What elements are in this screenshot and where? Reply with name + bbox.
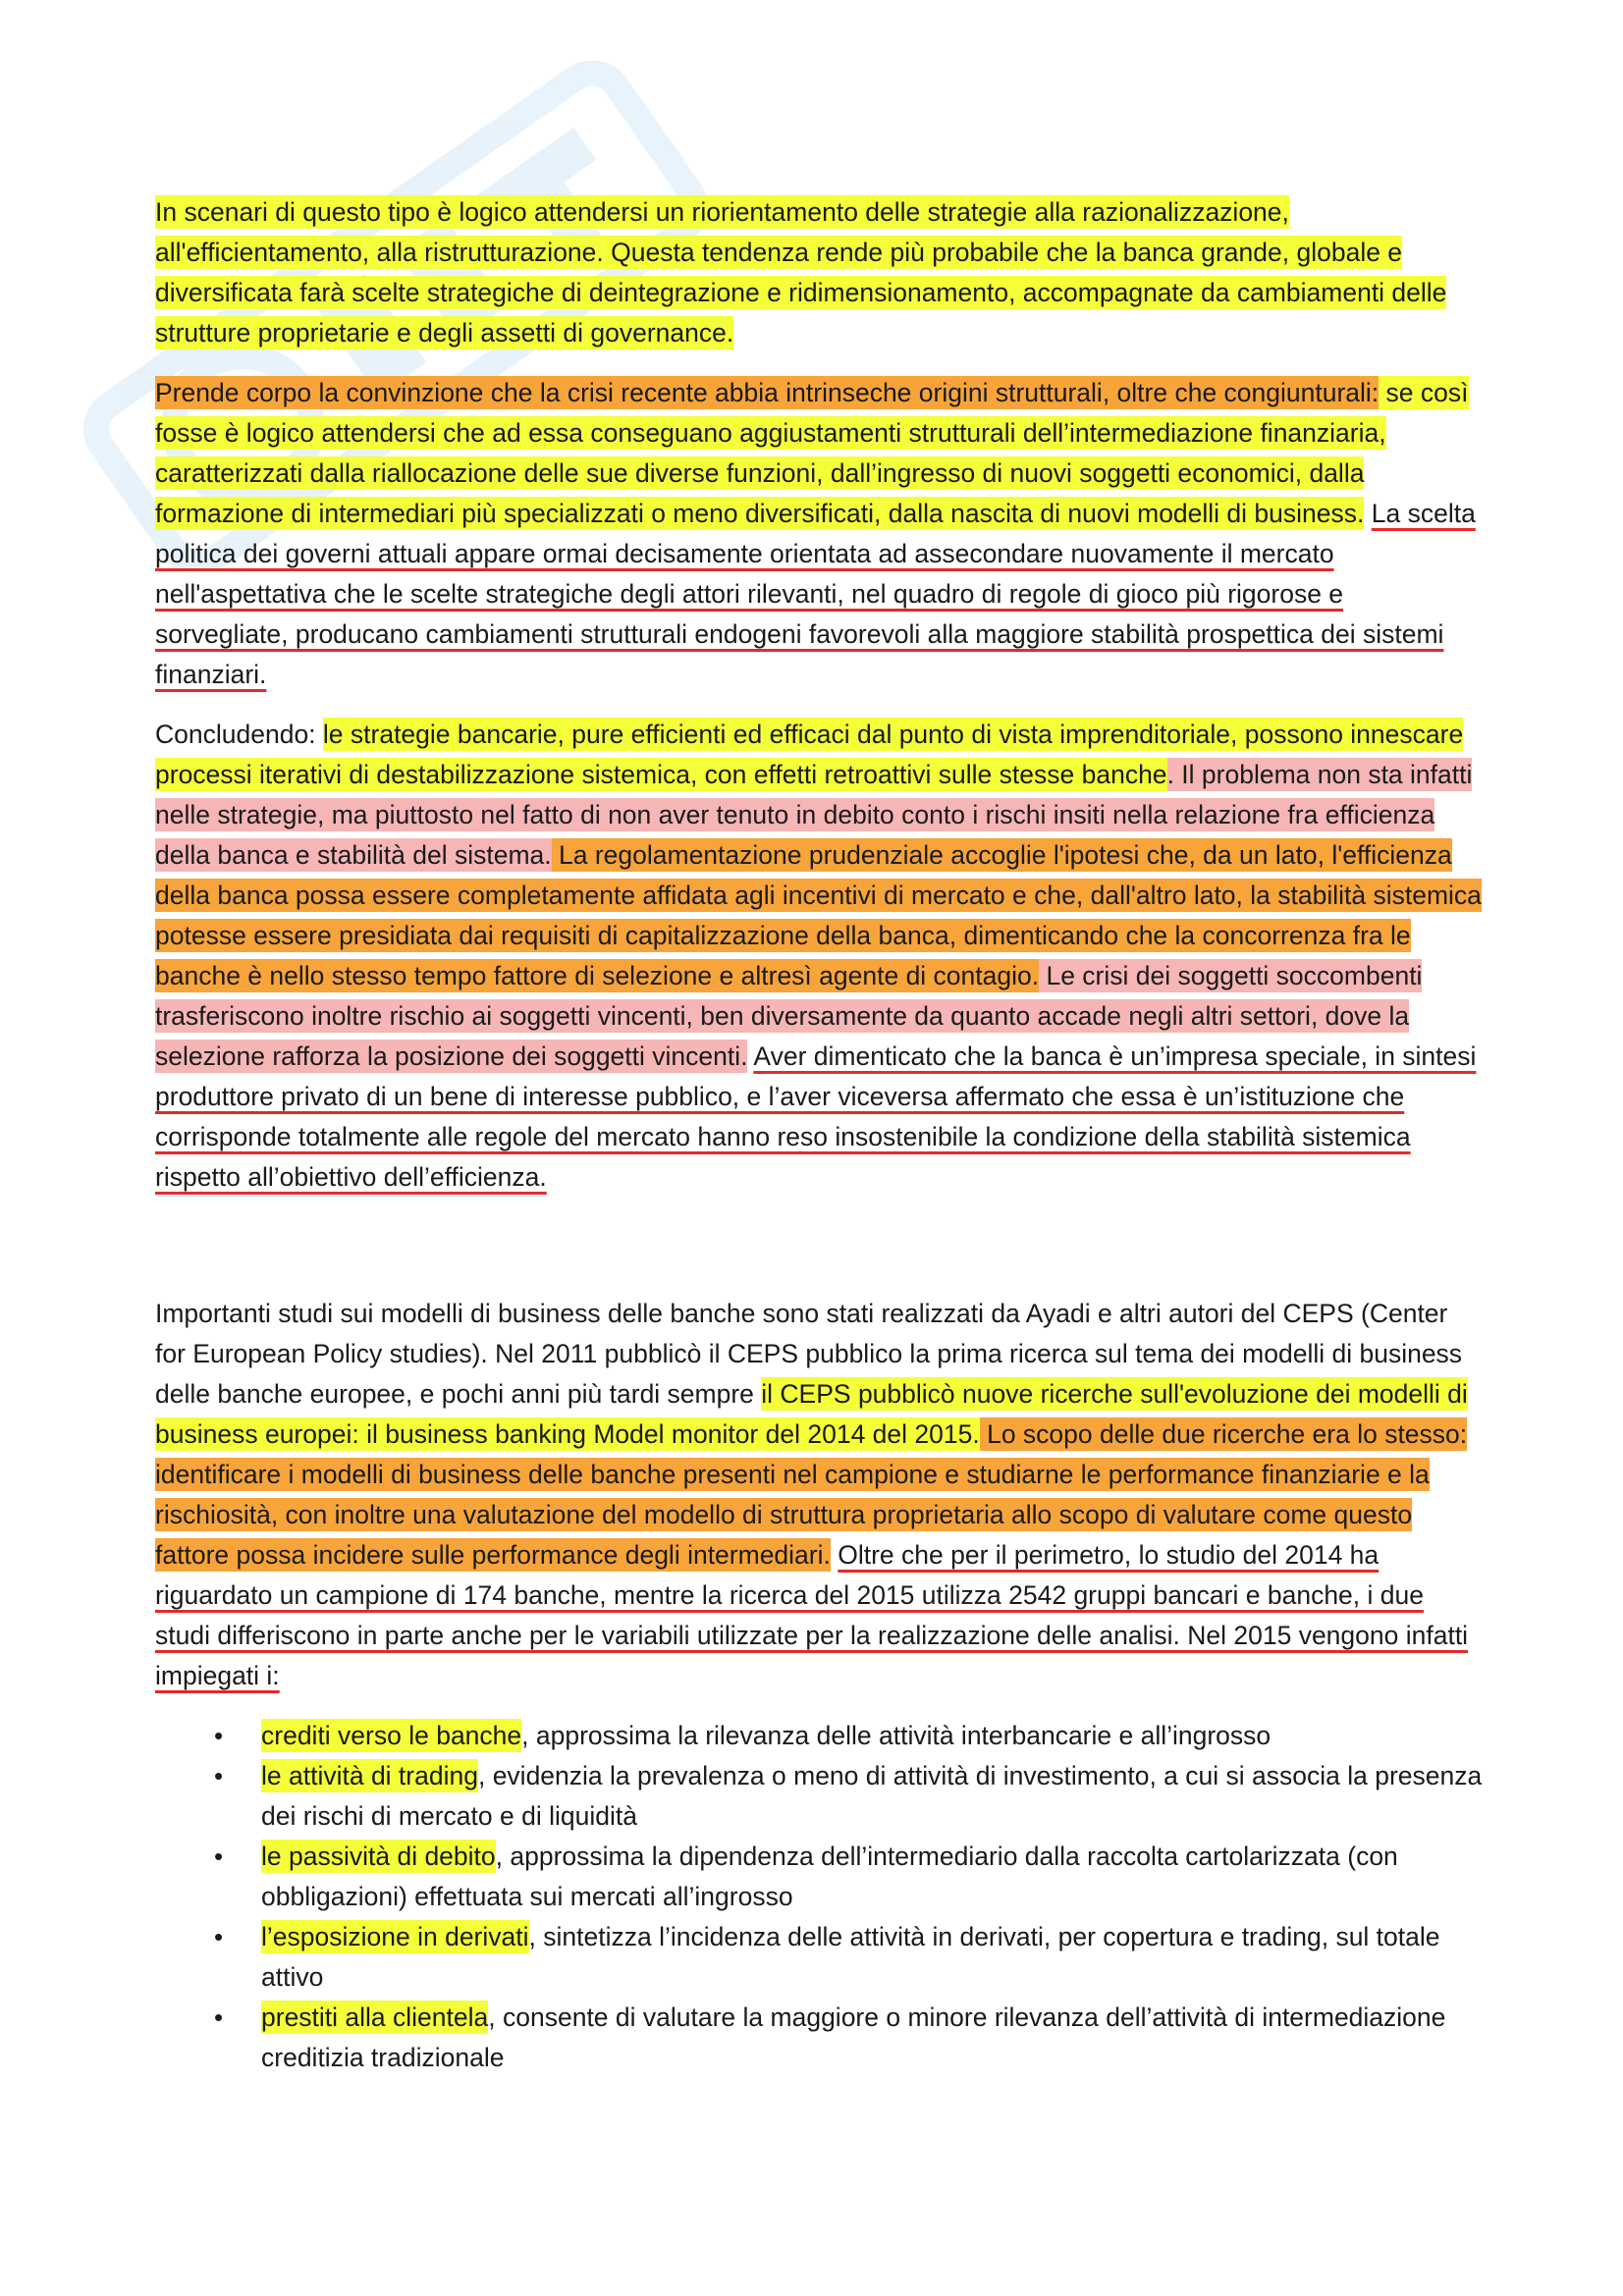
- list-item: [155, 1917, 1483, 1998]
- highlight-yellow: le strategie bancarie, pure efficienti ed efficaci dal punto di vista imprenditoriale, possono innescare processi iterativi di destabilizzazione sistemica, con effetti retroattivi sulle stesse banche: [155, 720, 1464, 789]
- paragraph-3: [155, 715, 1483, 1198]
- bullet-icon: •: [214, 1721, 224, 1750]
- highlight-orange: Lo scopo delle due ricerche era lo stesso: identificare i modelli di business delle banche presenti nel campione e studiarne le performance finanziarie e la rischiosità, con inoltre una valutazione del modello di struttura proprietaria allo scopo di valutare come questo fattore possa incidere sulle performance degli intermediari.: [155, 1419, 1468, 1570]
- list-item: [155, 1837, 1483, 1917]
- bullet-icon: •: [214, 1842, 224, 1871]
- paragraph-1: [155, 192, 1483, 353]
- underline-red: La scelta politica dei governi attuali appare ormai decisamente orientata ad assecondare nuovamente il mercato nell'aspettativa che le scelte strategiche degli attori rilevanti, nel quadro di regole di gioco più rigorose e sorvegliate, producano cambiamenti strutturali endogeni favorevoli alla maggiore stabilità prospettica dei sistemi finanziari.: [155, 499, 1476, 689]
- list-item: [155, 1998, 1483, 2078]
- highlight-yellow: il CEPS pubblicò nuove ricerche sull'evoluzione dei modelli di business europei: il business banking Model monitor del 2014 del 2015.: [155, 1379, 1468, 1449]
- list-item-desc: , evidenzia la prevalenza o meno di attività di investimento, a cui si associa la presenza dei rischi di mercato e di liquidità: [261, 1761, 1483, 1831]
- document-page: [155, 192, 1483, 2078]
- highlight-orange: La regolamentazione prudenziale accoglie l'ipotesi che, da un lato, l'efficienza della banca possa essere completamente affidata agli incentivi di mercato e che, dall'altro lato, la stabilità sistemica potesse essere presidiata dai requisiti di capitalizzazione della banca, dimenticando che la concorrenza fra le banche è nello stesso tempo fattore di selezione e altresì agente di contagio.: [155, 840, 1482, 990]
- underline-red: Oltre che per il perimetro, lo studio del 2014 ha riguardato un campione di 174 banche, mentre la ricerca del 2015 utilizza 2542 gruppi bancari e banche, i due studi differiscono in parte anche per le variabili utilizzate per la realizzazione delle analisi. Nel 2015 vengono infatti impiegati i:: [155, 1540, 1469, 1690]
- text-plain: Importanti studi sui modelli di business delle banche sono stati realizzati da Ayadi e altri autori del CEPS (Center for European Policy studies). Nel 2011 pubblicò il CEPS pubblico la prima ricerca sul tema dei modelli di business delle banche europee, e pochi anni più tardi sempre: [155, 1299, 1463, 1409]
- list-item-desc: , consente di valutare la maggiore o minore rilevanza dell’attività di intermediazione creditizia tradizionale: [261, 2002, 1446, 2072]
- highlight-yellow: In scenari di questo tipo è logico attendersi un riorientamento delle strategie alla razionalizzazione, all'efficientamento, alla ristrutturazione. Questa tendenza rende più probabile che la banca grande, globale e diversificata farà scelte strategiche di deintegrazione e ridimensionamento, accompagnate da cambiamenti delle strutture proprietarie e degli assetti di governance.: [155, 197, 1447, 347]
- list-item-desc: , approssima la dipendenza dell’intermediario dalla raccolta cartolarizzata (con obbligazioni) effettuata sui mercati all’ingrosso: [261, 1842, 1398, 1911]
- highlight-yellow: prestiti alla clientela: [261, 2002, 489, 2032]
- highlight-yellow: le passività di debito: [261, 1842, 496, 1871]
- underline-red: Aver dimenticato che la banca è un’impresa speciale, in sintesi produttore privato di un bene di interesse pubblico, e l’aver viceversa affermato che essa è un’istituzione che corrisponde totalmente alle regole del mercato hanno reso insostenibile la condizione della stabilità sistemica rispetto all’obiettivo dell’efficienza.: [155, 1041, 1477, 1192]
- highlight-pink: . Il problema non sta infatti nelle strategie, ma piuttosto nel fatto di non aver tenuto in debito conto i rischi insiti nella relazione fra efficienza della banca e stabilità del sistema.: [155, 760, 1473, 870]
- text-plain: [1364, 499, 1371, 528]
- section-gap: [155, 1217, 1483, 1294]
- bullet-icon: •: [214, 1922, 224, 1951]
- list-item: [155, 1756, 1483, 1837]
- highlight-orange: Prende corpo la convinzione che la crisi recente abbia intrinseche origini strutturali, oltre che congiunturali:: [155, 378, 1380, 407]
- highlight-yellow: le attività di trading: [261, 1761, 478, 1790]
- bullet-icon: •: [214, 1761, 224, 1790]
- highlight-yellow: crediti verso le banche: [261, 1721, 522, 1750]
- list-item-desc: , sintetizza l’incidenza delle attività in derivati, per copertura e trading, sul totale attivo: [261, 1922, 1440, 1992]
- variables-list: [155, 1716, 1483, 2078]
- paragraph-2: [155, 373, 1483, 695]
- bullet-icon: •: [214, 2002, 224, 2032]
- list-item-desc: , approssima la rilevanza delle attività interbancarie e all’ingrosso: [521, 1721, 1271, 1750]
- highlight-pink: Le crisi dei soggetti soccombenti trasferiscono inoltre rischio ai soggetti vincenti, ben diversamente da quanto accade negli altri settori, dove la selezione rafforza la posizione dei soggetti vincenti.: [155, 961, 1423, 1071]
- paragraph-4: [155, 1294, 1483, 1696]
- text-plain: Concludendo:: [155, 720, 323, 749]
- highlight-yellow: se così fosse è logico attendersi che ad essa conseguano aggiustamenti strutturali dell’intermediazione finanziaria, caratterizzati dalla riallocazione delle sue diverse funzioni, dall’ingresso di nuovi soggetti economici, dalla formazione di intermediari più specializzati o meno diversificati, dalla nascita di nuovi modelli di business.: [155, 378, 1469, 528]
- highlight-yellow: l’esposizione in derivati: [261, 1922, 529, 1951]
- list-item: [155, 1716, 1483, 1756]
